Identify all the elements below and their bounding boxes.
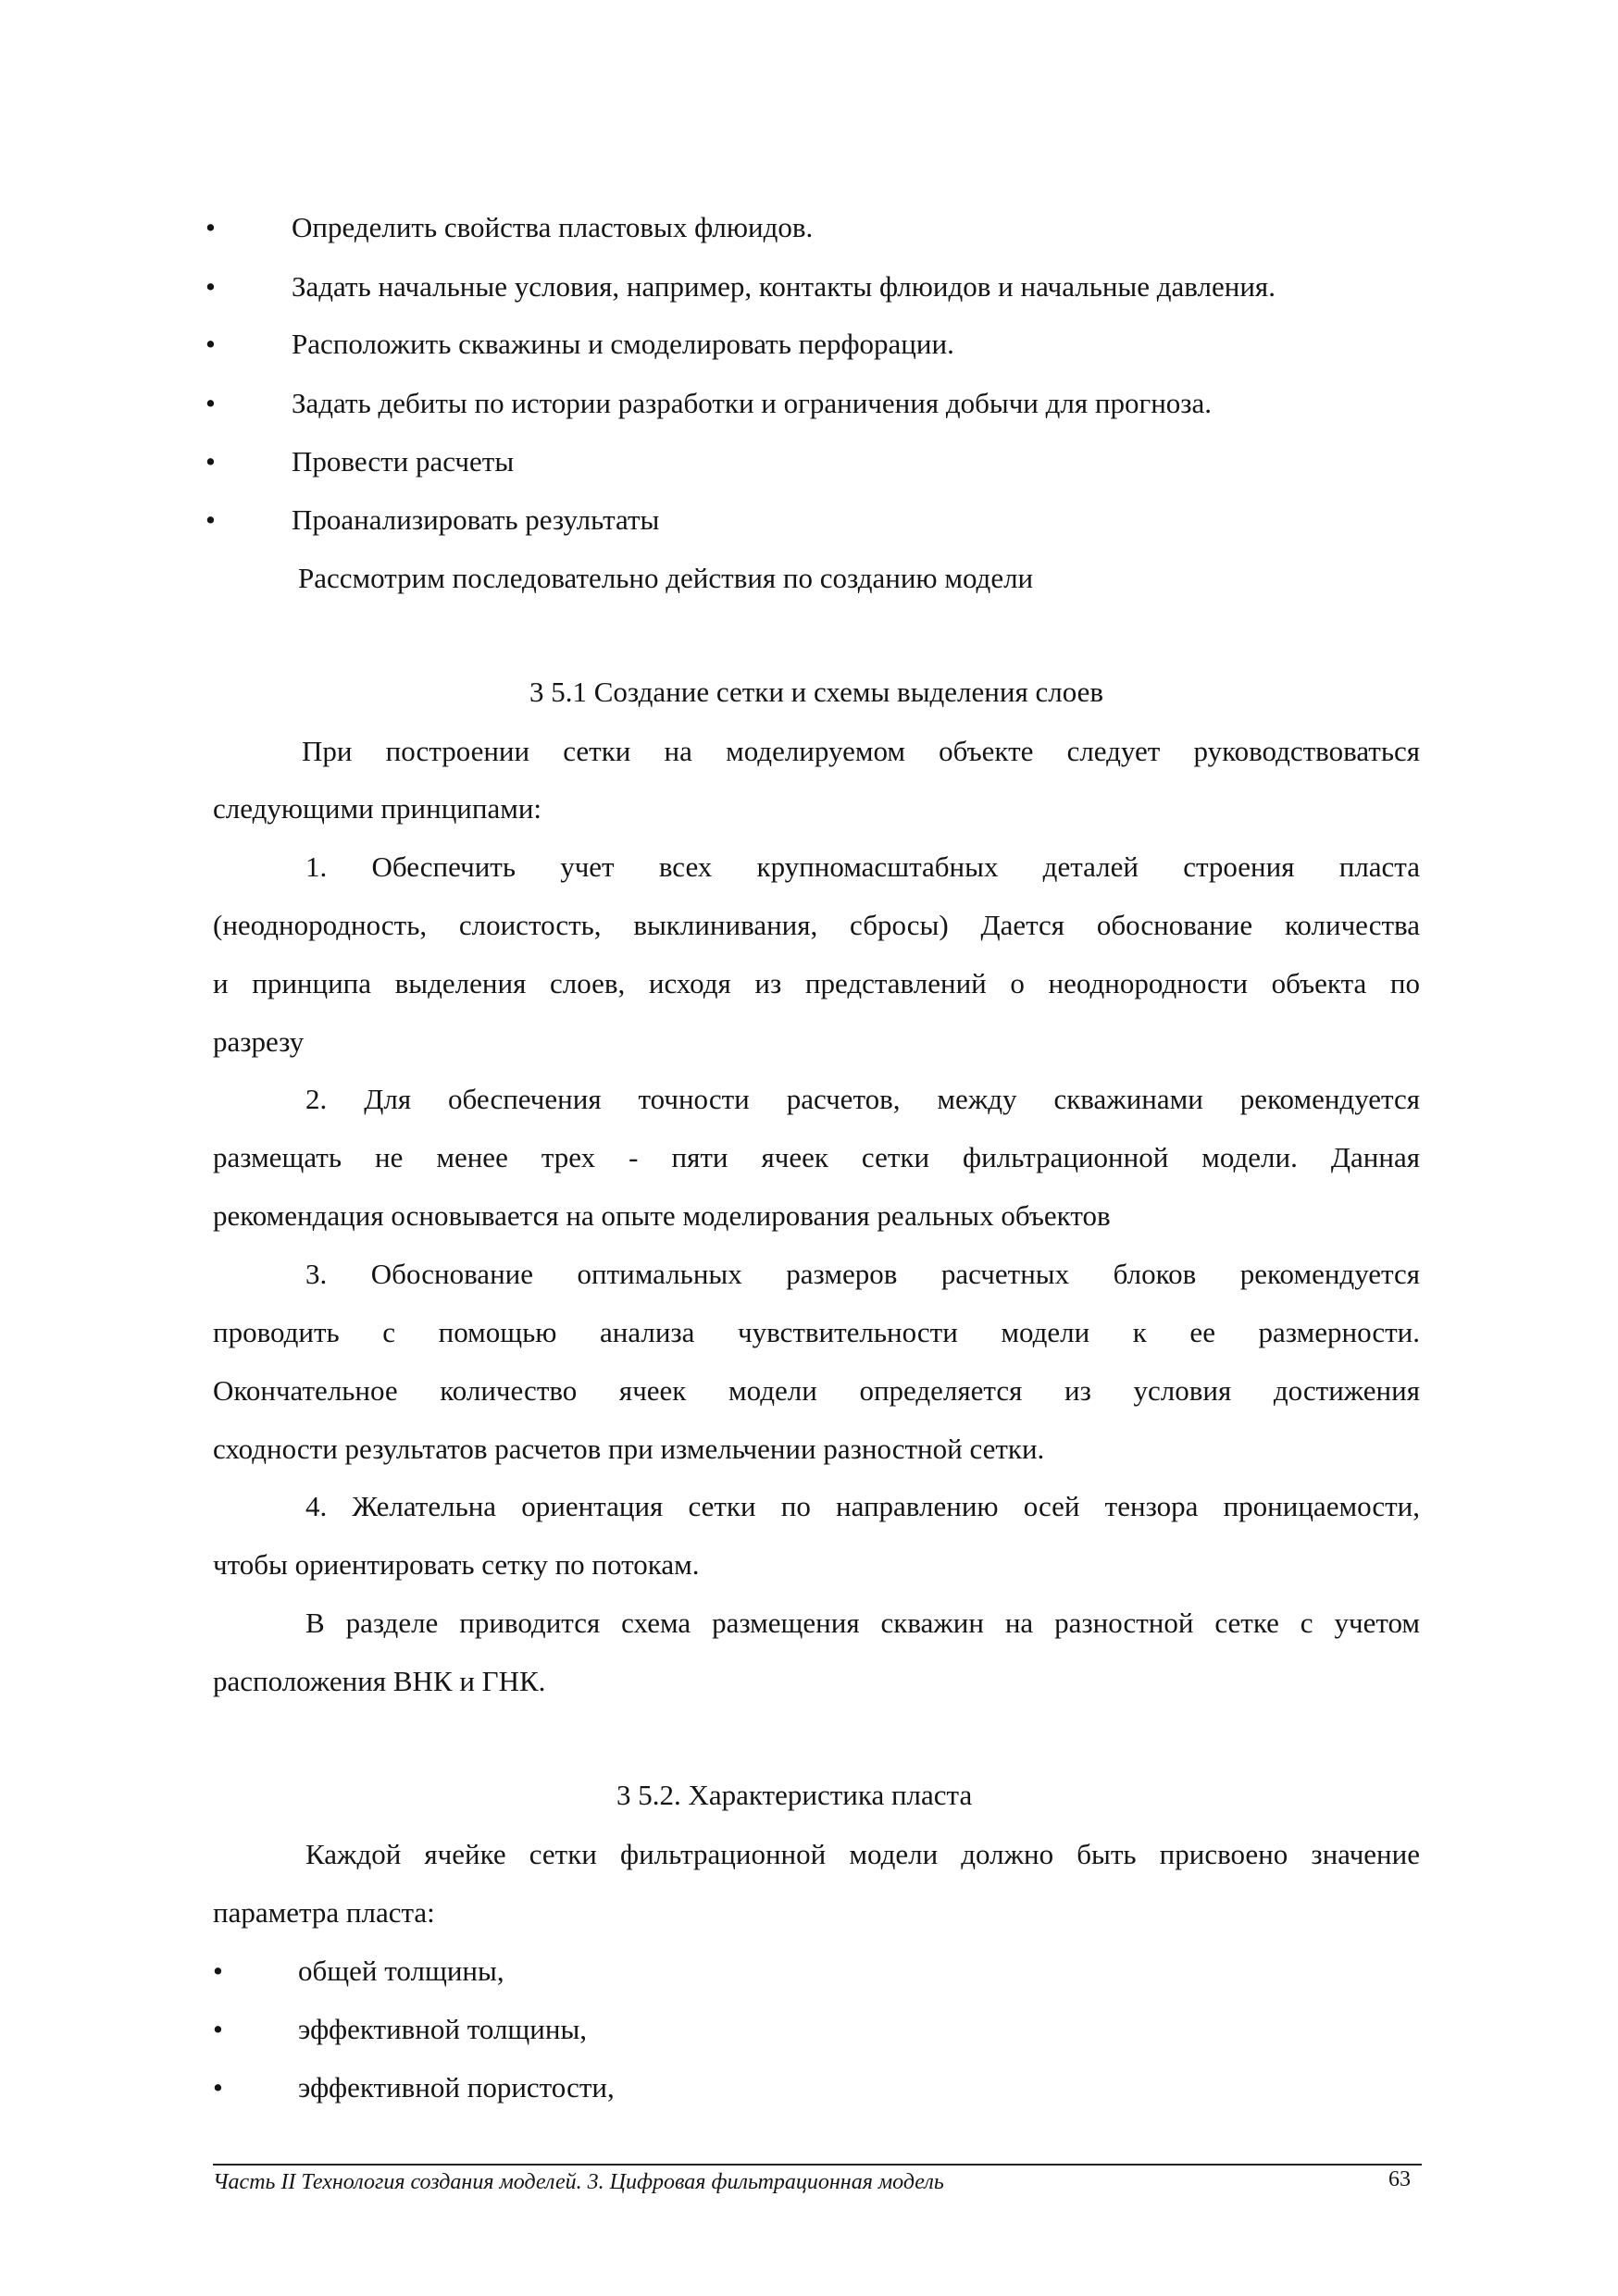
list-item: Проанализировать результаты bbox=[292, 503, 660, 536]
bullet-marker: • bbox=[213, 2013, 223, 2045]
list-item: Задать дебиты по истории разработки и ограничения добычи для прогноза. bbox=[292, 387, 1213, 419]
list-item: Определить свойства пластовых флюидов. bbox=[292, 211, 814, 243]
bullet-marker: • bbox=[205, 270, 216, 303]
bullet-marker: • bbox=[205, 445, 216, 478]
paragraph-line: 2. Для обеспечения точности расчетов, между скважинами рекомендуется bbox=[305, 1083, 1420, 1115]
paragraph-line: Каждой ячейке сетки фильтрационной модели должно быть присвоено значение bbox=[305, 1838, 1420, 1870]
page-number: 63 bbox=[1388, 2167, 1411, 2191]
paragraph-line: 4. Желательна ориентация сетки по направлению осей тензора проницаемости, bbox=[305, 1490, 1420, 1522]
paragraph-line: проводить с помощью анализа чувствительности модели к ее размерности. bbox=[213, 1316, 1420, 1348]
bullet-marker: • bbox=[205, 503, 216, 536]
paragraph-line: размещать не менее трех - пяти ячеек сетки фильтрационной модели. Данная bbox=[213, 1141, 1420, 1173]
paragraph-line: Окончательное количество ячеек модели определяется из условия достижения bbox=[213, 1374, 1420, 1407]
list-item: эффективной пористости, bbox=[298, 2071, 615, 2104]
paragraph-line: расположения ВНК и ГНК. bbox=[213, 1665, 546, 1697]
bullet-marker: • bbox=[205, 387, 216, 419]
bullet-marker: • bbox=[205, 211, 216, 243]
paragraph-line: чтобы ориентировать сетку по потокам. bbox=[213, 1548, 700, 1581]
list-item: общей толщины, bbox=[298, 1955, 504, 1987]
bullet-marker: • bbox=[205, 328, 216, 360]
paragraph-line: параметра пласта: bbox=[213, 1896, 435, 1929]
paragraph-line: В разделе приводится схема размещения скважин на разностной сетке с учетом bbox=[305, 1607, 1420, 1639]
bullet-marker: • bbox=[213, 1955, 223, 1987]
footer-caption: Часть II Технология создания моделей. 3. Цифровая фильтрационная модель bbox=[213, 2170, 944, 2194]
list-item: эффективной толщины, bbox=[298, 2013, 588, 2045]
footer-divider bbox=[213, 2164, 1422, 2166]
paragraph-line: и принципа выделения слоев, исходя из представлений о неоднородности объекта по bbox=[213, 967, 1420, 999]
paragraph-line: разрезу bbox=[213, 1025, 305, 1058]
paragraph-line: 1. Обеспечить учет всех крупномасштабных деталей строения пласта bbox=[305, 850, 1420, 883]
paragraph-line: 3. Обоснование оптимальных размеров расчетных блоков рекомендуется bbox=[305, 1258, 1420, 1290]
paragraph-line: (неоднородность, слоистость, выклинивания, сбросы) Дается обоснование количества bbox=[213, 909, 1420, 941]
intro-line: Рассмотрим последовательно действия по созданию модели bbox=[298, 562, 1034, 594]
list-item: Задать начальные условия, например, контакты флюидов и начальные давления. bbox=[292, 270, 1276, 303]
list-item: Расположить скважины и смоделировать перфорации. bbox=[292, 328, 954, 360]
section-1-title: 3 5.1 Создание сетки и схемы выделения слоев bbox=[529, 676, 1103, 708]
section-2-title: 3 5.2. Характеристика пласта bbox=[616, 1779, 973, 1811]
paragraph-line: следующими принципами: bbox=[213, 792, 542, 825]
paragraph-line: рекомендация основывается на опыте моделирования реальных объектов bbox=[213, 1199, 1111, 1232]
paragraph-line: При построении сетки на моделируемом объекте следует руководствоваться bbox=[302, 735, 1420, 767]
list-item: Провести расчеты bbox=[292, 445, 515, 478]
bullet-marker: • bbox=[213, 2071, 223, 2104]
paragraph-line: сходности результатов расчетов при измельчении разностной сетки. bbox=[213, 1433, 1045, 1465]
